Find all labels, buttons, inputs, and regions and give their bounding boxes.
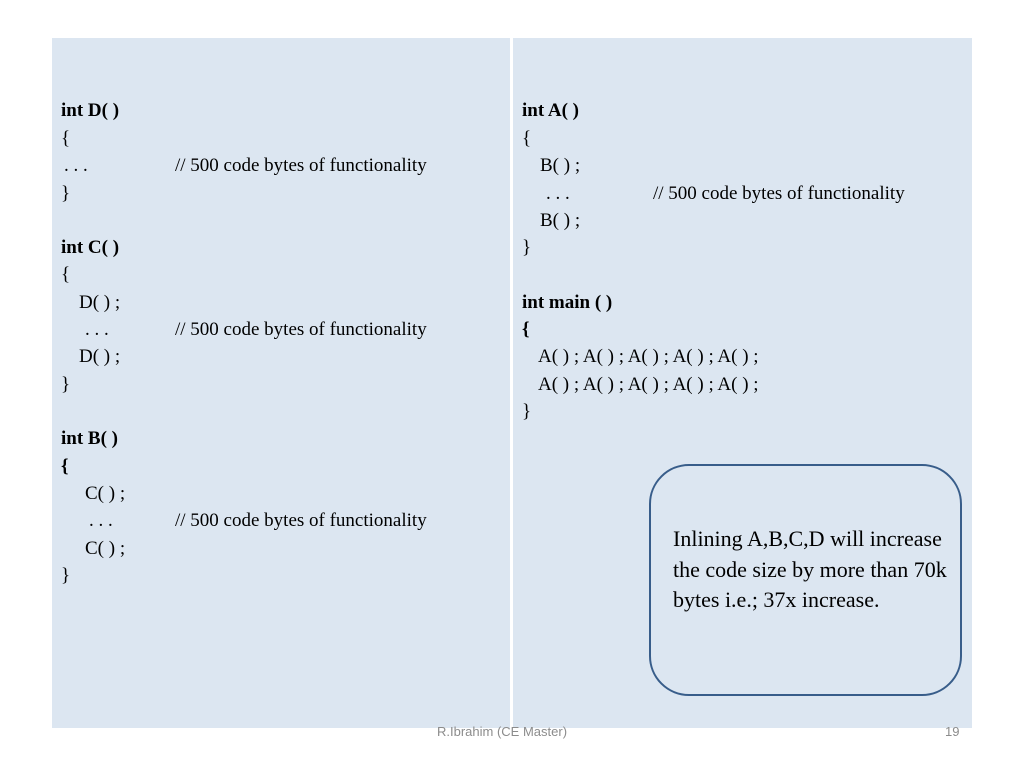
- function-a-open-brace: {: [522, 128, 532, 149]
- function-b-open-brace: {: [61, 456, 69, 477]
- function-c-close-brace: }: [61, 374, 71, 395]
- function-c-open-brace: {: [61, 264, 71, 285]
- function-c-ellipsis: . . .: [85, 319, 109, 340]
- function-c-comment: // 500 code bytes of functionality: [175, 319, 427, 340]
- main-open-brace: {: [522, 319, 530, 340]
- function-b-call-1: C( ) ;: [85, 483, 126, 504]
- function-a-ellipsis: . . .: [546, 183, 570, 204]
- function-d-close-brace: }: [61, 183, 71, 204]
- function-b-comment: // 500 code bytes of functionality: [175, 510, 427, 531]
- callout-box: [649, 464, 962, 696]
- function-a-call-1: B( ) ;: [540, 155, 581, 176]
- function-b-header: int B( ): [61, 428, 118, 449]
- function-b-close-brace: }: [61, 565, 71, 586]
- main-calls-line-1: A( ) ; A( ) ; A( ) ; A( ) ; A( ) ;: [538, 346, 759, 367]
- function-c-call-2: D( ) ;: [79, 346, 121, 367]
- panel-divider: [510, 38, 513, 728]
- function-c-header: int C( ): [61, 237, 120, 258]
- function-a-comment: // 500 code bytes of functionality: [653, 183, 905, 204]
- main-header: int main ( ): [522, 292, 613, 313]
- callout-text: Inlining A,B,C,D will increase the code size by more than 70k bytes i.e.; 37x increase.: [673, 526, 947, 612]
- function-d-header: int D( ): [61, 100, 120, 121]
- function-d-comment: // 500 code bytes of functionality: [175, 155, 427, 176]
- function-b-call-2: C( ) ;: [85, 538, 126, 559]
- function-a-header: int A( ): [522, 100, 579, 121]
- main-calls-line-2: A( ) ; A( ) ; A( ) ; A( ) ; A( ) ;: [538, 374, 759, 395]
- footer-author: R.Ibrahim (CE Master): [437, 724, 568, 739]
- function-a-close-brace: }: [522, 237, 532, 258]
- left-code-panel: [52, 38, 510, 728]
- function-a-call-2: B( ) ;: [540, 210, 581, 231]
- slide-number: 19: [945, 724, 960, 739]
- function-c-call-1: D( ) ;: [79, 292, 121, 313]
- main-close-brace: }: [522, 401, 532, 422]
- function-d-open-brace: {: [61, 128, 71, 149]
- function-d-ellipsis: . . .: [64, 155, 88, 176]
- function-b-ellipsis: . . .: [89, 510, 113, 531]
